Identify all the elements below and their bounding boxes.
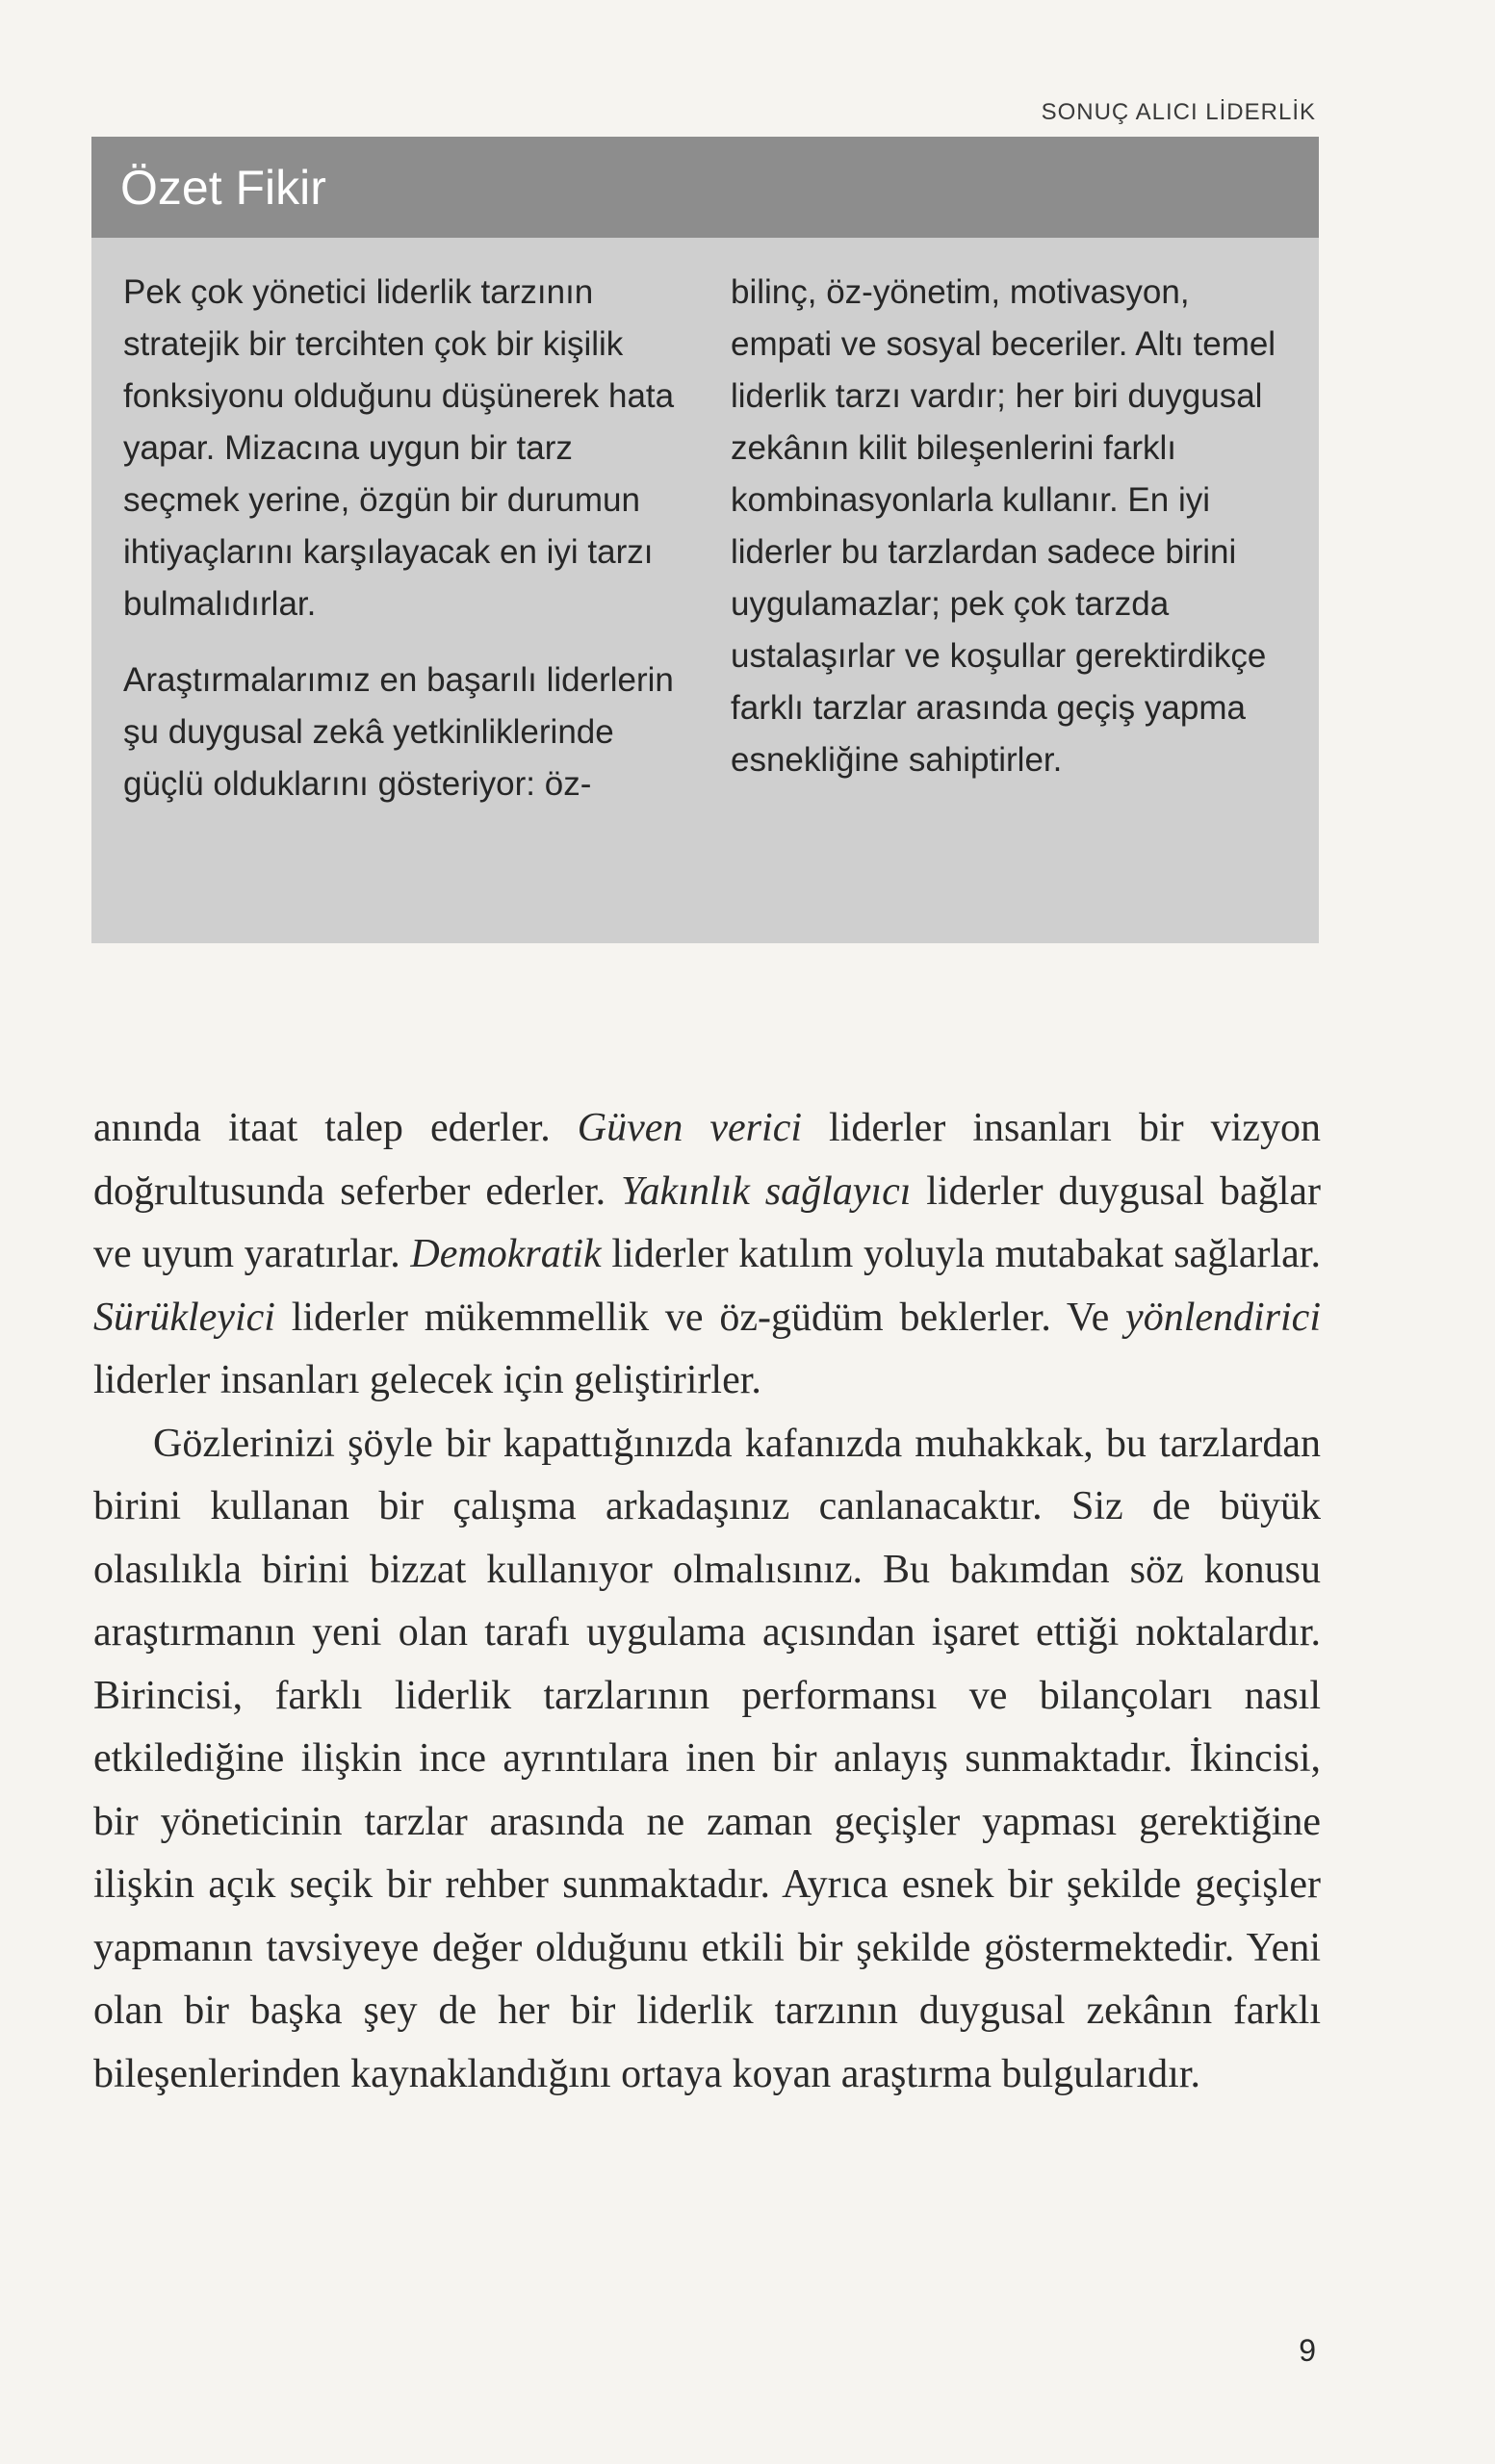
text-segment: anında itaat talep ederler. [93, 1106, 578, 1150]
summary-right-paragraph: bilinç, öz-yönetim, motivasyon, empati ve sosyal beceriler. Altı temel liderlik tarzı vardır; her biri duygusal zekânın kilit bileşenlerini farklı kombinasyonlarla kullanır. En iyi liderler bu tarzlardan sadece birini uygulamazlar; pek çok tarzda ustalaşırlar ve koşullar gerektirdikçe farklı tarzlar arasında geçiş yapma esnekliğine sahiptirler. [731, 273, 1276, 779]
summary-left-paragraph-2: Araştırmalarımız en başarılı liderlerin şu duygusal zekâ yetkinliklerinde güçlü olduklarını gösteriyor: öz- [123, 661, 674, 803]
text-segment: liderler duygusal bağlar ve uyum yaratırlar. [93, 1168, 1321, 1276]
body-text [93, 1097, 1321, 2106]
italic-term: Demokratik [410, 1232, 602, 1276]
text-segment: liderler mükemmellik ve öz-güdüm beklerler. Ve [274, 1295, 1126, 1340]
summary-right-column [731, 267, 1300, 834]
summary-title: Özet Fikir [120, 160, 326, 215]
summary-left-paragraph-1: Pek çok yönetici liderlik tarzının stratejik bir tercihten çok bir kişilik fonksiyonu olduğunu düşünerek hata yapar. Mizacına uygun bir tarz seçmek yerine, özgün bir durumun ihtiyaçlarını karşılayacak en iyi tarzı bulmalıdırlar. [123, 273, 675, 623]
running-head: SONUÇ ALICI LİDERLİK [1041, 99, 1316, 125]
text-segment: liderler insanları bir vizyon doğrultusunda seferber ederler. [93, 1106, 1321, 1214]
body-paragraph-2: Gözlerinizi şöyle bir kapattığınızda kafanızda muhakkak, bu tarzlardan birini kullanan bir çalışma arkadaşınız canlanacaktır. Siz de büyük olasılıkla birini bizzat kullanıyor olmalısınız. Bu bakımdan söz konusu araştırmanın yeni olan tarafı uygulama açısından işaret ettiği noktalardır. Birincisi, farklı liderlik tarzlarının performansı ve bilançoları nasıl etkilediğine ilişkin ince ayrıntılara inen bir anlayış sunmaktadır. İkincisi, bir yöneticinin tarzlar arasında ne zaman geçişler yapması gerektiğine ilişkin açık seçik bir rehber sunmaktadır. Ayrıca esnek bir şekilde geçişler yapmanın tavsiyeye değer olduğunu etkili bir şekilde göstermektedir. Yeni olan bir başka şey de her bir liderlik tarzının duygusal zekânın farklı bileşenlerinden kaynaklandığını ortaya koyan araştırma bulgularıdır. [93, 1421, 1321, 2096]
italic-term: Yakınlık sağlayıcı [621, 1168, 912, 1214]
summary-columns [123, 267, 1300, 834]
summary-box [91, 137, 1319, 943]
italic-term: Güven verici [577, 1106, 803, 1150]
text-segment: liderler katılım yoluyla mutabakat sağlarlar. [601, 1232, 1321, 1276]
summary-left-column [123, 267, 692, 834]
body-paragraph-1 [93, 1097, 1321, 1413]
text-segment: liderler insanları gelecek için geliştirirler. [93, 1358, 761, 1402]
summary-header [91, 137, 1319, 238]
italic-term: yönlendirici [1125, 1295, 1321, 1340]
italic-term: Sürükleyici [93, 1295, 275, 1340]
page-number: 9 [1299, 2333, 1316, 2368]
